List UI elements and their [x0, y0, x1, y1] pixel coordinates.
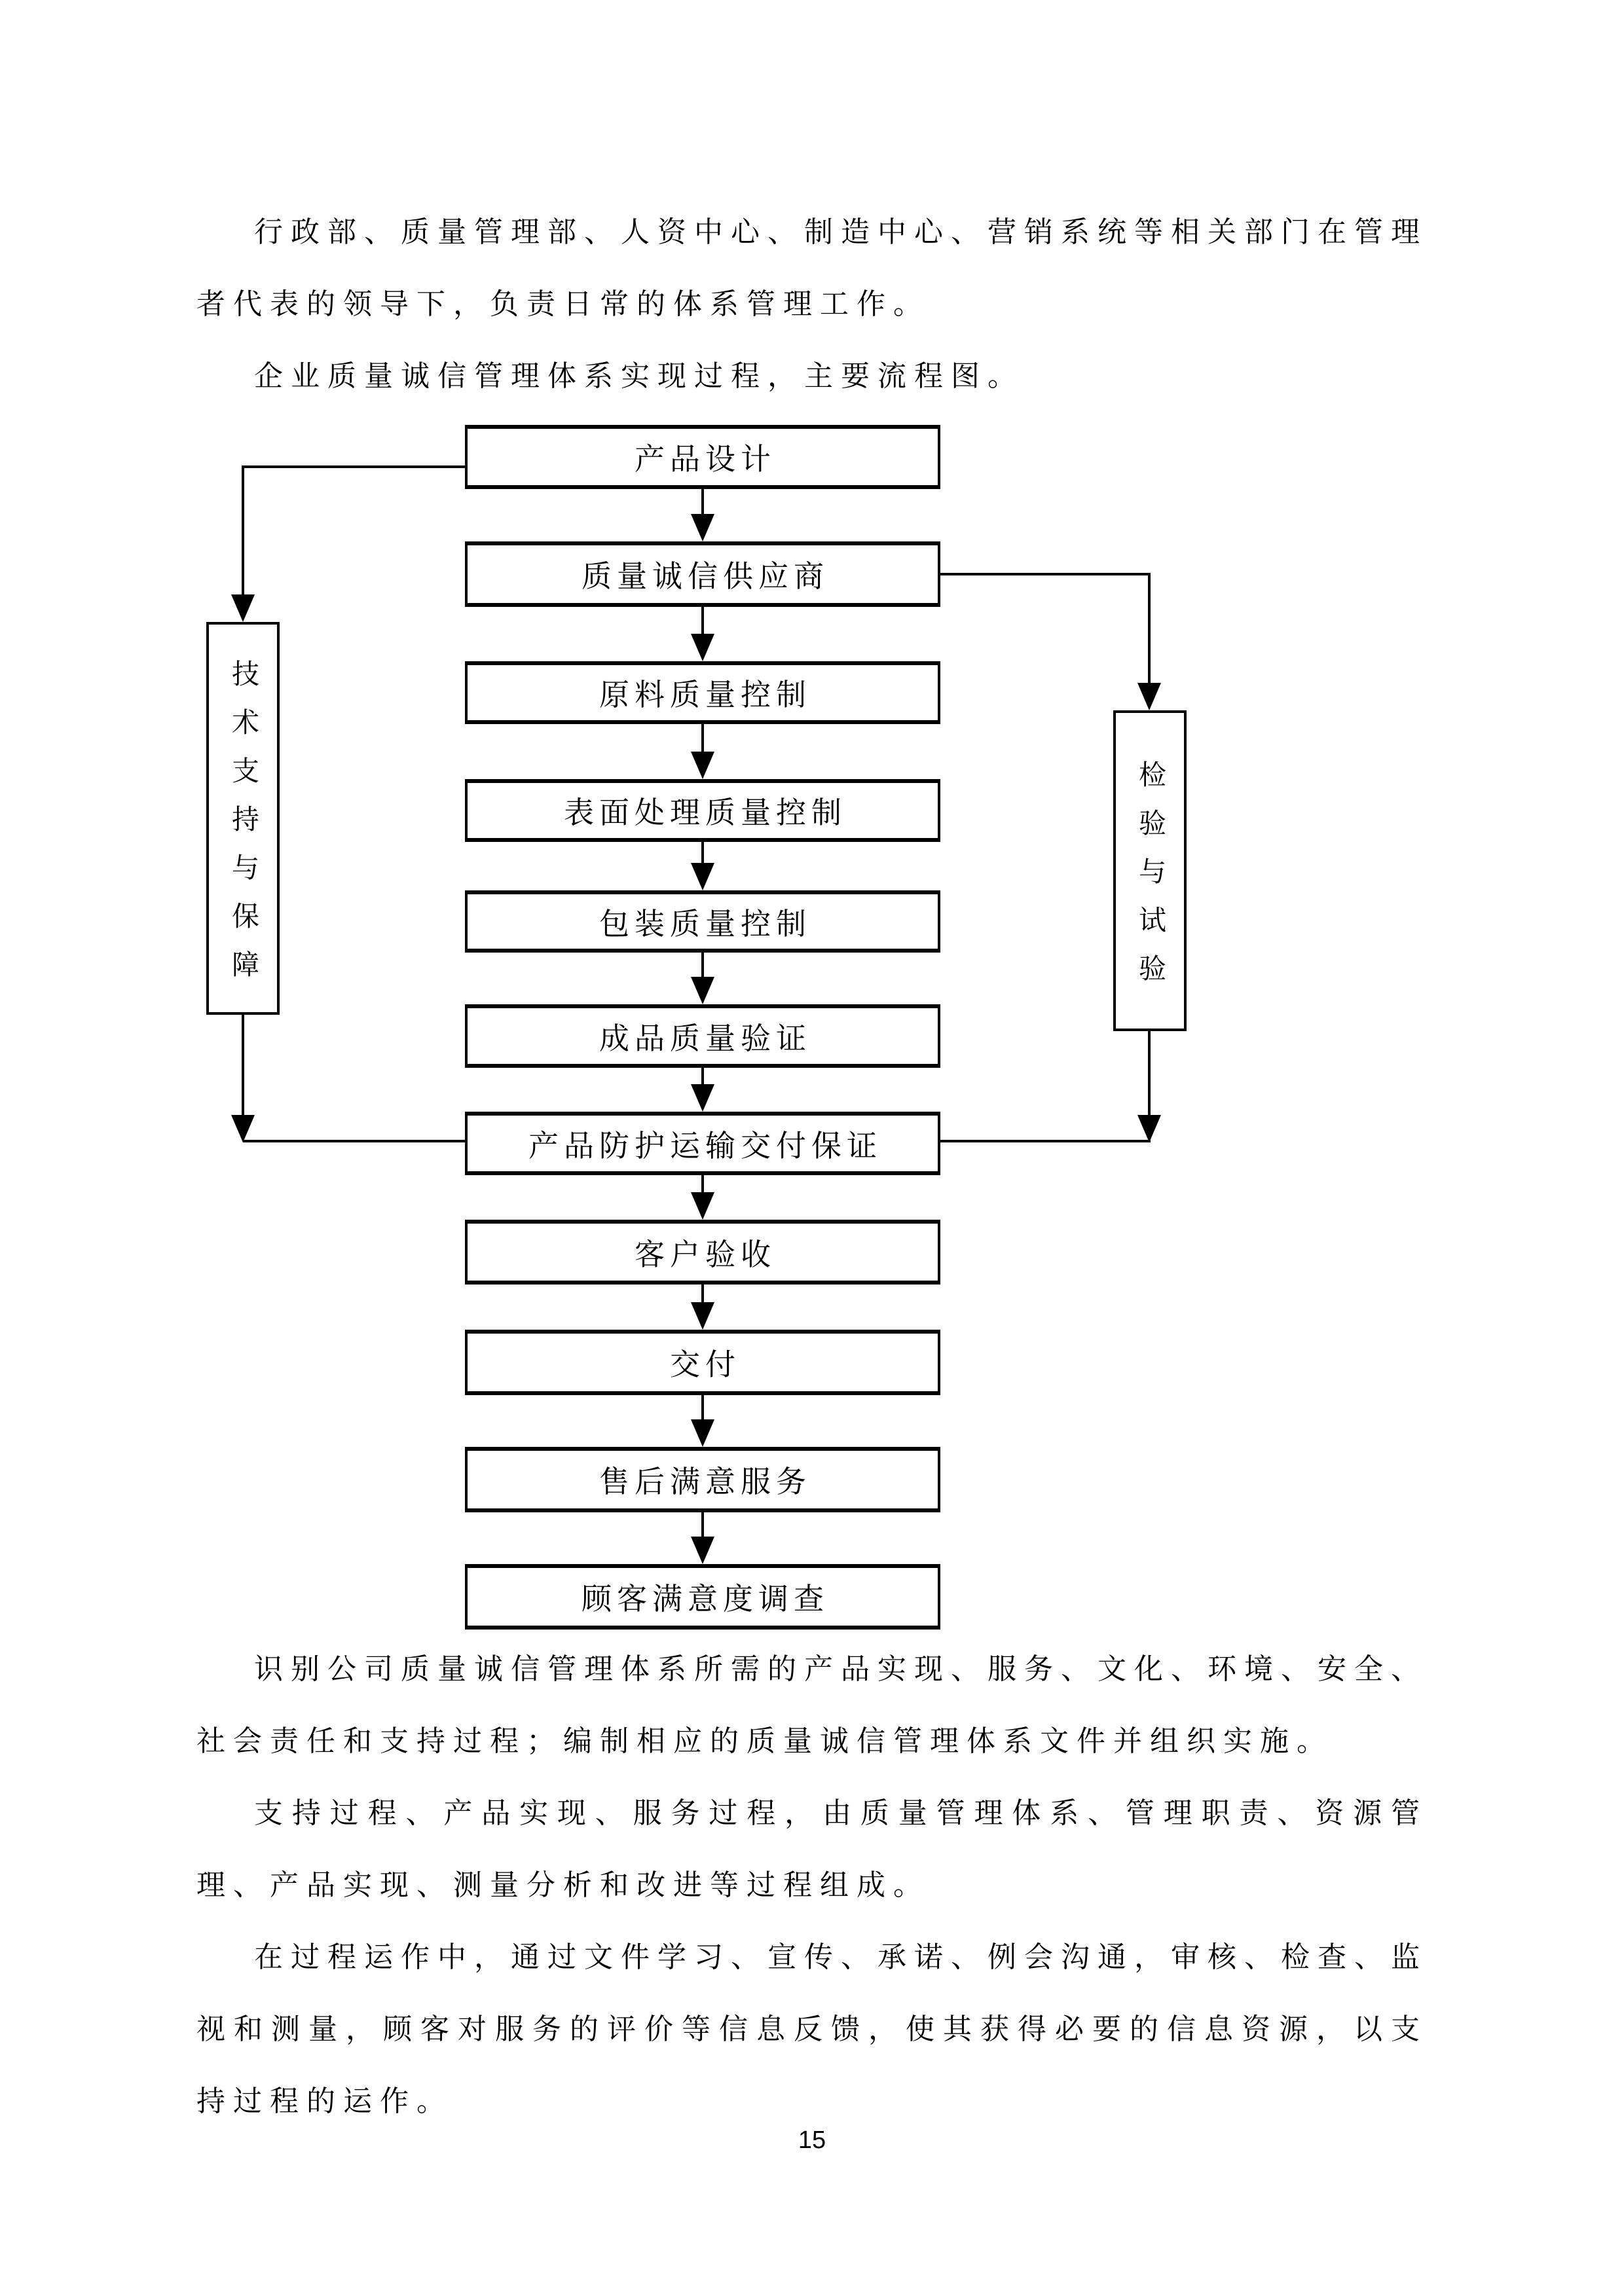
connector-line — [701, 489, 704, 517]
connector-line — [701, 1512, 704, 1539]
arrow-down-icon — [691, 1084, 714, 1112]
side-box-inspection-test-label: 检验与试验 — [1135, 760, 1165, 1002]
side-box-technical-support-label: 技术支持与保障 — [228, 659, 258, 998]
flow-step-product-design: 产品设计 — [465, 425, 940, 489]
connector-line — [1148, 573, 1151, 685]
connector-line — [701, 724, 704, 754]
side-box-technical-support — [206, 622, 280, 1015]
arrow-down-icon — [691, 863, 714, 890]
paragraph-support-processes: 支持过程、产品实现、服务过程，由质量管理体系、管理职责、资源管理、产品实现、测量分析和改进等过程组成。 — [196, 1797, 1428, 1901]
paragraph-identify-processes: 识别公司质量诚信管理体系所需的产品实现、服务、文化、环境、安全、社会责任和支持过程；编制相应的质量诚信管理体系文件并组织实施。 — [196, 1653, 1428, 1757]
arrow-down-icon — [691, 752, 714, 779]
connector-line — [701, 607, 704, 636]
paragraph-flowchart-intro: 企业质量诚信管理体系实现过程，主要流程图。 — [254, 360, 1024, 392]
connector-line — [243, 1140, 465, 1142]
connector-line — [701, 1395, 704, 1422]
paragraph-process-operation: 在过程运作中，通过文件学习、宣传、承诺、例会沟通，审核、检查、监视和测量，顾客对服务的评价等信息反馈，使其获得必要的信息资源，以支持过程的运作。 — [196, 1941, 1428, 2117]
arrow-down-icon — [691, 514, 714, 541]
arrow-down-icon — [1137, 1115, 1161, 1142]
arrow-down-icon — [1137, 683, 1161, 710]
arrow-down-icon — [691, 1302, 714, 1330]
connector-line — [242, 465, 244, 597]
bottom-text-block — [196, 1633, 1428, 2138]
page-number: 15 — [798, 2126, 826, 2154]
paragraph-departments: 行政部、质量管理部、人资中心、制造中心、营销系统等相关部门在管理者代表的领导下，负责日常的体系管理工作。 — [196, 216, 1428, 320]
flow-step-protection-delivery: 产品防护运输交付保证 — [465, 1112, 940, 1175]
flow-step-packaging-control: 包装质量控制 — [465, 890, 940, 953]
connector-line — [1148, 1031, 1151, 1118]
flow-step-quality-supplier: 质量诚信供应商 — [465, 541, 940, 607]
flow-step-after-sales-service: 售后满意服务 — [465, 1447, 940, 1512]
flow-step-customer-acceptance: 客户验收 — [465, 1220, 940, 1285]
arrow-down-icon — [231, 594, 255, 622]
arrow-down-icon — [691, 1419, 714, 1447]
connector-line — [701, 842, 704, 866]
arrow-down-icon — [691, 1537, 714, 1564]
side-box-inspection-test — [1113, 710, 1187, 1031]
flow-step-delivery: 交付 — [465, 1330, 940, 1395]
connector-line — [701, 953, 704, 979]
flow-step-finished-verification: 成品质量验证 — [465, 1004, 940, 1068]
arrow-down-icon — [691, 977, 714, 1004]
flow-step-raw-material-control: 原料质量控制 — [465, 661, 940, 724]
arrow-down-icon — [231, 1115, 255, 1142]
arrow-down-icon — [691, 634, 714, 661]
flow-step-surface-treatment: 表面处理质量控制 — [465, 779, 940, 842]
connector-line — [244, 465, 465, 468]
arrow-down-icon — [691, 1192, 714, 1220]
connector-line — [242, 1015, 244, 1118]
flow-step-satisfaction-survey: 顾客满意度调查 — [465, 1564, 940, 1630]
connector-line — [940, 1140, 1151, 1142]
connector-line — [940, 573, 1149, 575]
